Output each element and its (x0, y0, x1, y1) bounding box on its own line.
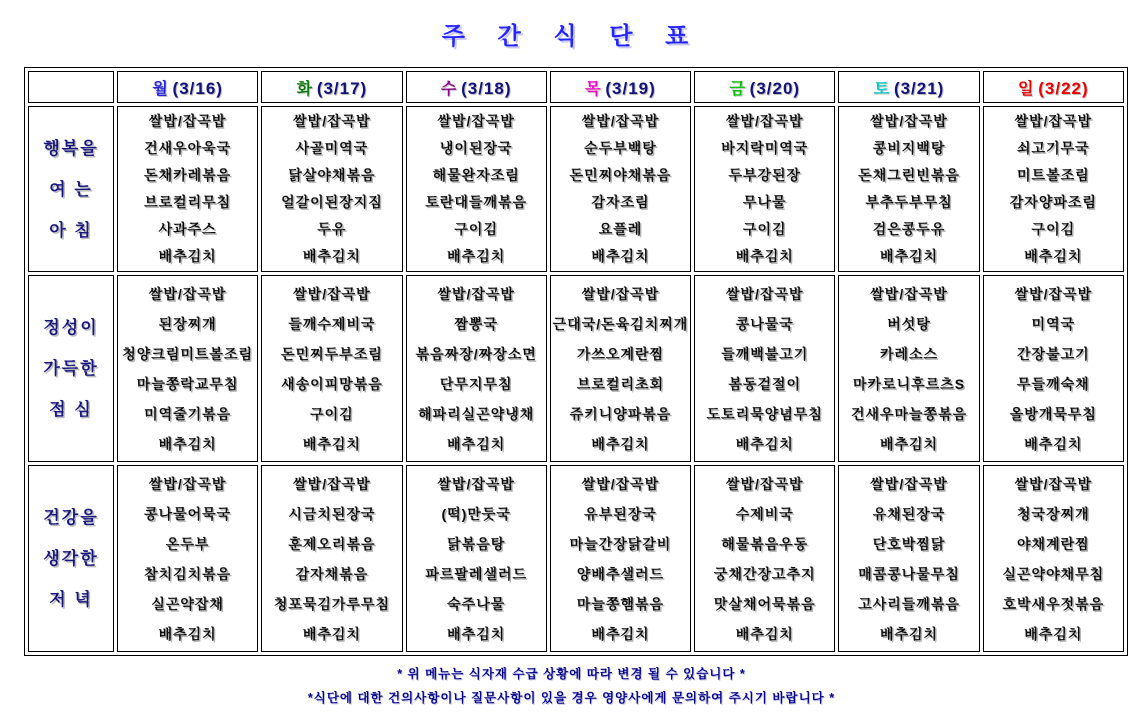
menu-cell-breakfast-fri (694, 106, 835, 272)
menu-item: 쌀밥/잡곡밥 (726, 475, 804, 492)
day-header-sat (838, 71, 979, 103)
menu-item: 배추김치 (591, 625, 650, 642)
menu-item: 호박새우젓볶음 (1002, 595, 1105, 612)
menu-cell-breakfast-sun (983, 106, 1124, 272)
menu-item: 쌀밥/잡곡밥 (1014, 113, 1093, 129)
menu-item: 미트볼조림 (1017, 167, 1090, 183)
menu-item: 배추김치 (302, 248, 361, 264)
footer-notes (0, 662, 1143, 710)
menu-cell-dinner-fri (694, 465, 835, 652)
menu-cell-dinner-sat (838, 465, 979, 652)
menu-item: 쌀밥/잡곡밥 (870, 475, 948, 492)
menu-item: 봄동겉절이 (728, 375, 802, 392)
menu-item: 배추김치 (735, 435, 794, 452)
menu-item: 돈민찌야채볶음 (569, 167, 672, 183)
day-header-tue (261, 71, 402, 103)
menu-item: 배추김치 (302, 625, 361, 642)
menu-item: 토란대들깨볶음 (425, 194, 528, 210)
day-glyph-tue: 화 (296, 80, 313, 98)
page-title: 주 간 식 단 표 (441, 23, 702, 50)
menu-item: 무들깨숙채 (1017, 375, 1090, 392)
menu-cell-lunch-mon (117, 275, 258, 462)
menu-item: 쌀밥/잡곡밥 (148, 475, 227, 492)
menu-item: 닭볶음탕 (447, 535, 506, 552)
section-label-lunch (28, 275, 114, 462)
section-label-line: 정성이 (43, 318, 99, 337)
menu-item: 유채된장국 (872, 505, 946, 522)
menu-item: 볶음짜장/짜장소면 (415, 345, 537, 362)
menu-item: 고사리들깨볶음 (858, 595, 960, 612)
day-date-thu: (3/19) (605, 78, 656, 98)
menu-item: 들깨백불고기 (721, 345, 809, 362)
menu-item: 마늘쫑락교무침 (136, 375, 239, 392)
menu-item: (떡)만둣국 (441, 505, 511, 522)
menu-item: 맛살채어묵볶음 (713, 595, 816, 612)
menu-item: 해물완자조림 (432, 167, 520, 183)
day-header-mon (117, 71, 258, 103)
menu-item: 근대국/돈육김치찌개 (552, 315, 689, 332)
menu-item: 해물볶음우동 (721, 535, 809, 552)
section-label-line: 생각한 (43, 549, 99, 568)
menu-item: 쌀밥/잡곡밥 (726, 285, 804, 302)
menu-item: 감자채볶음 (295, 565, 369, 582)
menu-item: 훈제오리볶음 (288, 535, 376, 552)
menu-item: 콩나물국 (735, 315, 794, 332)
day-glyph-sat: 토 (873, 80, 890, 98)
menu-cell-dinner-tue (261, 465, 402, 652)
menu-item: 도토리묵양념무침 (706, 405, 823, 422)
menu-item: 단호박찜닭 (872, 535, 946, 552)
menu-item: 배추김치 (447, 248, 506, 264)
menu-item: 감자조림 (591, 194, 650, 210)
day-glyph-mon: 월 (152, 80, 168, 98)
menu-table-head (28, 71, 1124, 103)
menu-cell-breakfast-tue (261, 106, 402, 272)
menu-item: 쌀밥/잡곡밥 (148, 113, 227, 129)
menu-item: 배추김치 (447, 435, 506, 452)
section-label-line: 가득한 (43, 359, 99, 378)
section-row-dinner (28, 465, 1124, 652)
menu-item: 숙주나물 (447, 595, 506, 612)
menu-item: 짬뽕국 (454, 315, 498, 332)
menu-item: 쌀밥/잡곡밥 (581, 285, 660, 302)
menu-item: 두유 (317, 221, 347, 237)
menu-item: 들깨수제비국 (288, 315, 376, 332)
section-row-breakfast (28, 106, 1124, 272)
corner-cell (28, 71, 114, 103)
menu-item: 배추김치 (591, 248, 650, 264)
menu-item: 쌀밥/잡곡밥 (437, 285, 515, 302)
menu-item: 두부강된장 (728, 167, 802, 183)
menu-cell-dinner-thu (550, 465, 691, 652)
menu-item: 콩비지백탕 (872, 140, 946, 156)
menu-item: 배추김치 (735, 625, 794, 642)
menu-item: 참치김치볶음 (144, 565, 232, 582)
menu-item: 미역줄기볶음 (144, 405, 232, 422)
menu-item: 배추김치 (158, 435, 217, 452)
day-header-thu (550, 71, 691, 103)
day-date-wed: (3/18) (461, 78, 512, 98)
menu-item: 쌀밥/잡곡밥 (581, 113, 660, 129)
menu-cell-lunch-fri (694, 275, 835, 462)
menu-item: 배추김치 (735, 248, 794, 264)
menu-cell-lunch-sat (838, 275, 979, 462)
menu-cell-lunch-tue (261, 275, 402, 462)
menu-item: 된장찌개 (158, 315, 217, 332)
menu-item: 배추김치 (302, 435, 361, 452)
menu-item: 카레소스 (879, 345, 939, 362)
menu-item: 쌀밥/잡곡밥 (870, 113, 948, 129)
day-header-wed (406, 71, 547, 103)
menu-item: 쌀밥/잡곡밥 (726, 113, 804, 129)
menu-item: 사골미역국 (295, 140, 369, 156)
menu-item: 브로컬리무침 (144, 194, 232, 210)
menu-item: 단무지무침 (439, 375, 513, 392)
menu-item: 궁채간장고추지 (713, 565, 816, 582)
menu-table (24, 67, 1128, 656)
menu-item: 배추김치 (447, 625, 506, 642)
section-label-line: 건강을 (43, 508, 99, 527)
menu-item: 쌀밥/잡곡밥 (437, 113, 515, 129)
day-header-sun (983, 71, 1124, 103)
menu-item: 실곤약야채무침 (1002, 565, 1105, 582)
menu-item: 온두부 (165, 535, 210, 552)
menu-item: 사과주스 (158, 221, 217, 237)
menu-item: 쌀밥/잡곡밥 (293, 113, 371, 129)
section-label-line: 저 녁 (49, 590, 93, 609)
day-header-fri (694, 71, 835, 103)
menu-item: 수제비국 (735, 505, 794, 522)
menu-cell-breakfast-thu (550, 106, 691, 272)
menu-cell-lunch-thu (550, 275, 691, 462)
section-label-line: 행복을 (43, 138, 99, 158)
day-date-fri: (3/20) (749, 78, 801, 98)
day-date-sat: (3/21) (893, 78, 945, 98)
menu-item: 냉이된장국 (439, 140, 513, 156)
menu-item: 무나물 (742, 194, 787, 210)
menu-cell-breakfast-sat (838, 106, 979, 272)
menu-item: 쇠고기무국 (1017, 140, 1090, 156)
menu-cell-lunch-sun (983, 275, 1124, 462)
menu-item: 배추김치 (158, 248, 217, 264)
menu-item: 배추김치 (879, 435, 939, 452)
menu-table-body (28, 106, 1124, 652)
menu-item: 배추김치 (158, 625, 217, 642)
menu-item: 감자양파조림 (1009, 194, 1097, 210)
menu-item: 올방개묵무침 (1009, 405, 1097, 422)
menu-item: 양배추샐러드 (576, 565, 665, 582)
menu-item: 브로컬리초회 (576, 375, 665, 392)
menu-item: 바지락미역국 (721, 140, 809, 156)
day-date-mon: (3/16) (172, 78, 223, 98)
menu-item: 배추김치 (1024, 248, 1083, 264)
menu-item: 검은콩두유 (872, 221, 946, 237)
menu-item: 유부된장국 (584, 505, 657, 522)
menu-item: 배추김치 (879, 248, 939, 264)
menu-item: 돈채그린빈볶음 (858, 167, 960, 183)
menu-cell-lunch-wed (406, 275, 547, 462)
menu-item: 돈민찌두부조림 (281, 345, 383, 362)
menu-item: 구이김 (310, 405, 354, 422)
menu-item: 새송이피망볶음 (281, 375, 383, 392)
menu-item: 쥬키니양파볶음 (569, 405, 672, 422)
section-label-line: 점 심 (49, 400, 93, 419)
menu-item: 쌀밥/잡곡밥 (293, 285, 371, 302)
menu-item: 버섯탕 (887, 315, 931, 332)
menu-cell-dinner-mon (117, 465, 258, 652)
menu-item: 구이김 (454, 221, 498, 237)
menu-item: 쌀밥/잡곡밥 (1014, 475, 1093, 492)
menu-cell-breakfast-mon (117, 106, 258, 272)
menu-item: 순두부백탕 (584, 140, 657, 156)
menu-item: 해파리실곤약냉채 (418, 405, 535, 422)
menu-item: 얼갈이된장지짐 (281, 194, 383, 210)
menu-item: 마늘쫑햄볶음 (576, 595, 665, 612)
menu-item: 쌀밥/잡곡밥 (148, 285, 227, 302)
day-date-tue: (3/17) (316, 78, 368, 98)
menu-item: 마늘간장닭갈비 (569, 535, 672, 552)
menu-item: 파르팔레샐러드 (425, 565, 528, 582)
note-menu-change: * 위 메뉴는 식자재 수급 상황에 따라 변경 될 수 있습니다 * (397, 667, 746, 681)
menu-item: 쌀밥/잡곡밥 (293, 475, 371, 492)
menu-cell-dinner-sun (983, 465, 1124, 652)
menu-item: 청국장찌개 (1017, 505, 1090, 522)
menu-cell-dinner-wed (406, 465, 547, 652)
day-glyph-thu: 목 (585, 80, 601, 98)
menu-item: 쌀밥/잡곡밥 (1014, 285, 1093, 302)
menu-item: 시금치된장국 (288, 505, 376, 522)
menu-item: 구이김 (1031, 221, 1076, 237)
menu-item: 배추김치 (1024, 435, 1083, 452)
menu-item: 매콤콩나물무침 (858, 565, 960, 582)
menu-item: 구이김 (742, 221, 787, 237)
menu-cell-breakfast-wed (406, 106, 547, 272)
menu-item: 야채계란찜 (1017, 535, 1090, 552)
menu-item: 건새우마늘쫑볶음 (850, 405, 968, 422)
menu-item: 배추김치 (591, 435, 650, 452)
menu-item: 부추두부무침 (865, 194, 953, 210)
menu-item: 건새우아욱국 (144, 140, 232, 156)
menu-item: 배추김치 (1024, 625, 1083, 642)
section-label-line: 아 침 (49, 220, 93, 240)
menu-item: 쌀밥/잡곡밥 (581, 475, 660, 492)
menu-item: 콩나물어묵국 (144, 505, 232, 522)
menu-item: 쌀밥/잡곡밥 (437, 475, 515, 492)
day-glyph-sun: 일 (1018, 80, 1034, 98)
day-glyph-wed: 수 (440, 80, 457, 98)
section-label-dinner (28, 465, 114, 652)
day-date-sun: (3/22) (1038, 78, 1089, 98)
section-row-lunch (28, 275, 1124, 462)
menu-item: 미역국 (1031, 315, 1076, 332)
menu-item: 배추김치 (879, 625, 939, 642)
menu-item: 요플레 (598, 221, 643, 237)
menu-item: 간장불고기 (1017, 345, 1090, 362)
section-label-breakfast (28, 106, 114, 272)
menu-item: 쌀밥/잡곡밥 (870, 285, 948, 302)
note-contact-dietitian: *식단에 대한 건의사항이나 질문사항이 있을 경우 영양사에게 문의하여 주시기 바랍니다 * (307, 691, 836, 705)
menu-item: 가쓰오계란찜 (576, 345, 665, 362)
menu-item: 청양크림미트볼조림 (122, 345, 253, 362)
menu-item: 실곤약잡채 (151, 595, 224, 612)
day-glyph-fri: 금 (729, 80, 745, 98)
header-row (28, 71, 1124, 103)
menu-item: 돈채카레볶음 (144, 167, 232, 183)
section-label-line: 여 는 (49, 179, 93, 199)
menu-item: 마카로니후르츠S (853, 375, 966, 392)
menu-item: 닭살야채볶음 (288, 167, 376, 183)
menu-item: 청포묵김가루무침 (273, 595, 391, 612)
